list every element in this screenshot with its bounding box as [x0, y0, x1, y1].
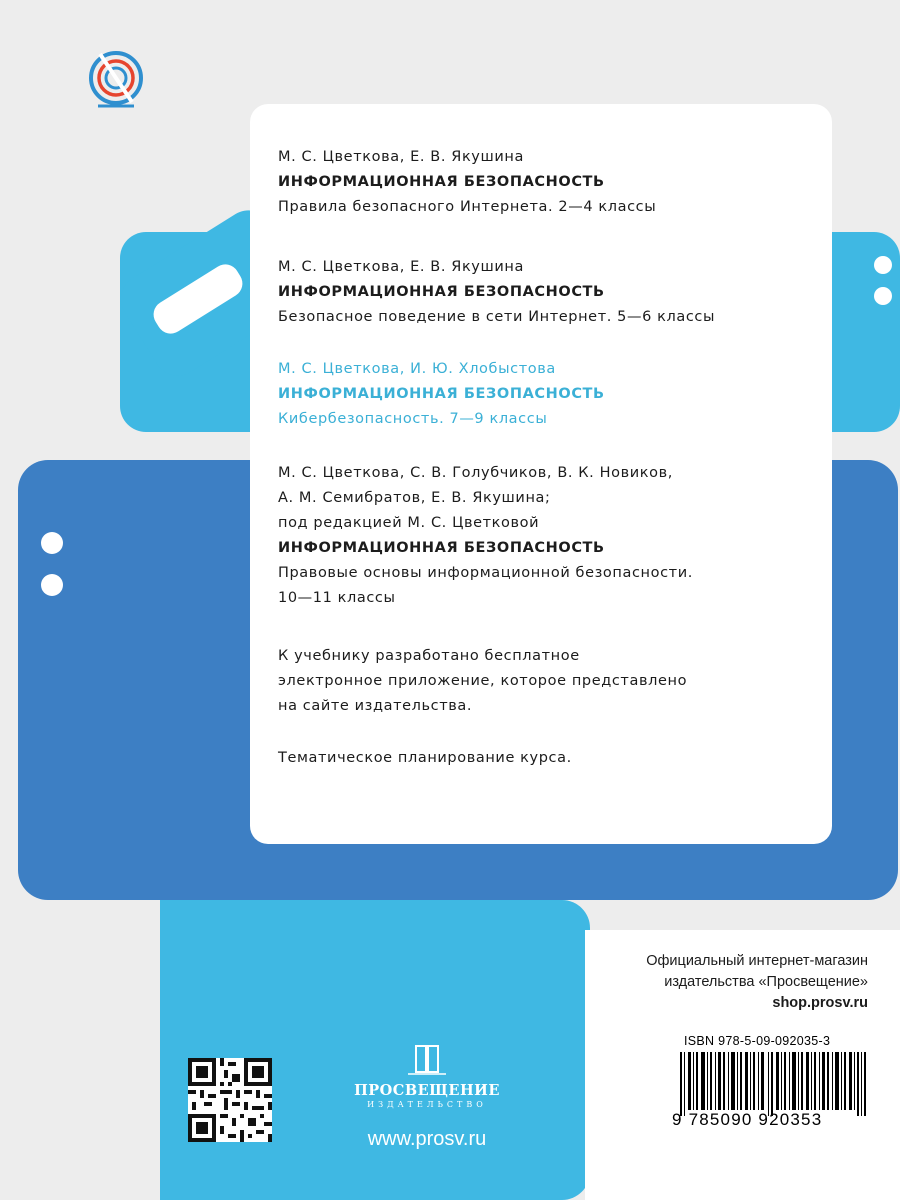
book-subtitle: 10—11 классы — [278, 590, 396, 606]
electronic-supplement-note — [278, 644, 838, 719]
book-authors: М. С. Цветкова, Е. В. Якушина — [278, 259, 524, 275]
publisher-name: ПРОСВЕЩЕНИЕ — [354, 1082, 500, 1099]
shop-line-2: издательства «Просвещение» — [664, 974, 868, 990]
book-authors: А. М. Семибратов, Е. В. Якушина; — [278, 490, 551, 506]
publisher-url-link[interactable]: www.prosv.ru — [367, 1128, 487, 1150]
barcode-icon — [680, 1052, 866, 1116]
book-title: ИНФОРМАЦИОННАЯ БЕЗОПАСНОСТЬ — [278, 540, 605, 556]
book-subtitle: Правовые основы информационной безопасности. — [278, 565, 693, 581]
book-authors: М. С. Цветкова, С. В. Голубчиков, В. К. Новиков, — [278, 465, 673, 481]
fsc-circle-logo-icon — [86, 46, 146, 110]
planning-note — [278, 746, 838, 771]
qr-code-icon — [188, 1058, 272, 1142]
book-subtitle: Кибербезопасность. 7—9 классы — [278, 411, 548, 427]
book-title: ИНФОРМАЦИОННАЯ БЕЗОПАСНОСТЬ — [278, 284, 605, 300]
isbn-barcode — [672, 1034, 870, 1134]
book-authors: М. С. Цветкова, И. Ю. Хлобыстова — [278, 361, 556, 377]
note-line: на сайте издательства. — [278, 698, 473, 714]
isbn-digits: 9 785090 920353 — [672, 1110, 823, 1129]
book-title: ИНФОРМАЦИОННАЯ БЕЗОПАСНОСТЬ — [278, 386, 605, 402]
isbn-label: ISBN 978-5-09-092035-3 — [684, 1034, 831, 1048]
book-entry-3-current — [278, 357, 838, 432]
publisher-subtitle: ИЗДАТЕЛЬСТВО — [367, 1100, 487, 1109]
note-line: электронное приложение, которое представлено — [278, 673, 688, 689]
book-subtitle: Правила безопасного Интернета. 2—4 классы — [278, 199, 657, 215]
planning-text: Тематическое планирование курса. — [278, 750, 572, 766]
book-entry-1 — [278, 145, 838, 220]
book-authors: М. С. Цветкова, Е. В. Якушина — [278, 149, 524, 165]
shop-url-link[interactable]: shop.prosv.ru — [772, 995, 868, 1011]
note-line: К учебнику разработано бесплатное — [278, 648, 580, 664]
book-entry-4 — [278, 461, 838, 611]
book-title: ИНФОРМАЦИОННАЯ БЕЗОПАСНОСТЬ — [278, 174, 605, 190]
book-subtitle: Безопасное поведение в сети Интернет. 5—6 классы — [278, 309, 716, 325]
book-entry-2 — [278, 255, 838, 330]
book-editor: под редакцией М. С. Цветковой — [278, 515, 540, 531]
shop-line-1: Официальный интернет-магазин — [646, 953, 868, 969]
